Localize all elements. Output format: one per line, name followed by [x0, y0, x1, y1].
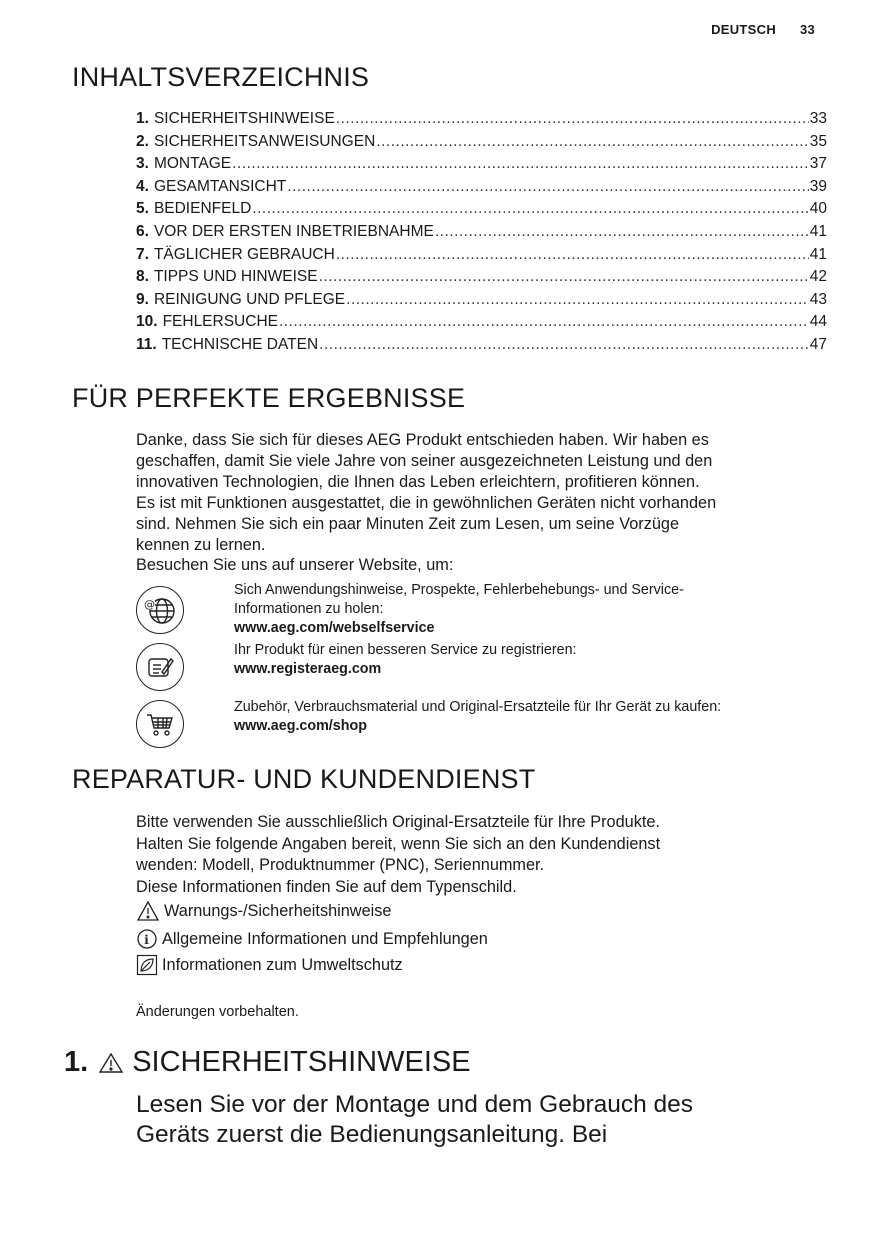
legend-warning: Warnungs-/Sicherheitshinweise — [136, 900, 391, 922]
web-icon — [136, 586, 184, 634]
shop-cart-icon — [136, 700, 184, 748]
toc-item-2[interactable]: 2. SICHERHEITSANWEISUNGEN ..... 35 — [136, 133, 827, 156]
shop-link[interactable]: www.aeg.com/shop — [234, 718, 367, 734]
repair-title: REPARATUR- UND KUNDENDIENST — [72, 764, 536, 794]
toc-item-4[interactable]: 4. GESAMTANSICHT ..... 39 — [136, 178, 827, 201]
toc-item-6[interactable]: 6. VOR DER ERSTEN INBETRIEBNAHME ..... 41 — [136, 223, 827, 246]
header-language: DEUTSCH — [711, 22, 777, 37]
warning-icon — [136, 900, 160, 922]
intro-text: Danke, dass Sie sich für dieses AEG Produkt entschieden haben. Wir haben es geschaffen, damit Sie viele Jahre von seiner ausgezeichneten Leistung und den innovativen Technologien, die Ihnen das Leben erleichtern, profitieren können. Es ist mit Funktionen ausgestattet, die in gewöhnlichen Geräten nicht vorhanden sind. Nehmen Sie sich ein paar Minuten Zeit zum Lesen, um seine Vorzüge kennen zu lernen. Besuchen Sie uns auf unserer Website, um: — [136, 431, 717, 575]
webselfservice-link[interactable]: www.aeg.com/webselfservice — [234, 620, 435, 636]
toc-item-9[interactable]: 9. REINIGUNG UND PFLEGE ..... 43 — [136, 291, 827, 314]
leaf-icon — [136, 954, 158, 976]
section1-number: 1. — [64, 1046, 89, 1078]
info-icon — [136, 928, 158, 950]
page-header — [711, 22, 815, 37]
results-title: FÜR PERFEKTE ERGEBNISSE — [72, 383, 466, 413]
toc-title: INHALTSVERZEICHNIS — [72, 62, 370, 92]
section1-text: Lesen Sie vor der Montage und dem Gebrauch des Geräts zuerst die Bedienungsanleitung. Bei — [136, 1091, 694, 1148]
registeraeg-link[interactable]: www.registeraeg.com — [234, 661, 382, 677]
service-web-text-1: Sich Anwendungshinweise, Prospekte, Fehlerbehebungs- und Service- — [234, 582, 684, 598]
toc-item-1[interactable]: 1. SICHERHEITSHINWEISE ..... 33 — [136, 110, 827, 133]
section1-heading — [64, 1046, 471, 1079]
section1-title: SICHERHEITSHINWEISE — [132, 1046, 471, 1078]
service-web-text-2: Informationen zu holen: — [234, 601, 384, 617]
repair-text: Bitte verwenden Sie ausschließlich Original-Ersatzteile für Ihre Produkte. Halten Sie folgende Angaben bereit, wenn Sie sich an den Kundendienst wenden: Modell, Produktnummer (PNC), Seriennummer. Diese Informationen finden Sie auf dem Typenschild. — [136, 813, 661, 896]
service-register-text: Ihr Produkt für einen besseren Service zu registrieren: — [234, 642, 577, 658]
toc-item-10[interactable]: 10. FEHLERSUCHE ..... 44 — [136, 313, 827, 336]
service-shop-text: Zubehör, Verbrauchsmaterial und Original-Ersatzteile für Ihr Gerät zu kaufen: — [234, 699, 722, 715]
legend-environment: Informationen zum Umweltschutz — [136, 954, 403, 976]
toc-item-5[interactable]: 5. BEDIENFELD ..... 40 — [136, 200, 827, 223]
toc-item-3[interactable]: 3. MONTAGE ..... 37 — [136, 155, 827, 178]
toc-item-8[interactable]: 8. TIPPS UND HINWEISE ..... 42 — [136, 268, 827, 291]
changes-note: Änderungen vorbehalten. — [136, 1004, 299, 1020]
svg-text:i: i — [144, 933, 149, 947]
register-icon — [136, 643, 184, 691]
table-of-contents — [136, 110, 827, 359]
svg-text:@: @ — [144, 598, 155, 611]
toc-item-11[interactable]: 11. TECHNISCHE DATEN ..... 47 — [136, 336, 827, 359]
warning-icon — [98, 1051, 124, 1075]
page-number: 33 — [799, 22, 815, 37]
legend-info: i Allgemeine Informationen und Empfehlungen — [136, 928, 488, 950]
toc-item-7[interactable]: 7. TÄGLICHER GEBRAUCH ..... 41 — [136, 246, 827, 269]
